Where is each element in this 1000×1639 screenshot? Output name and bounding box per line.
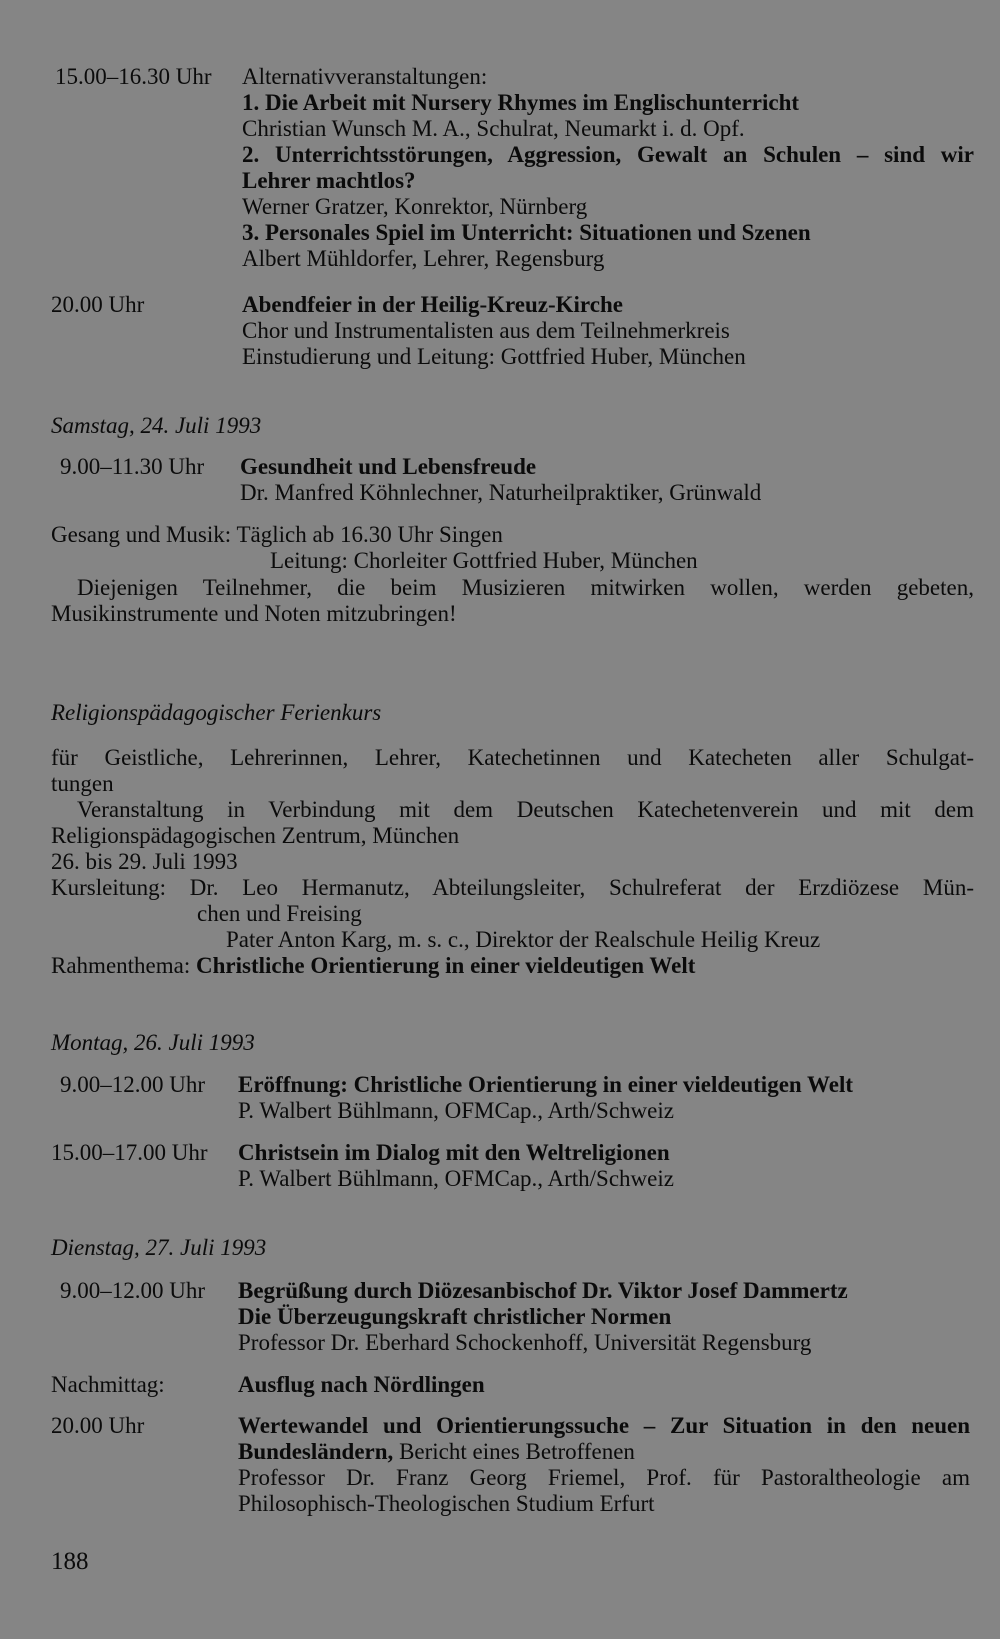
page-number: 188 [51,1548,89,1575]
time-slot: 9.00–12.00 Uhr [60,1072,206,1097]
event-speaker: Christian Wunsch M. A., Schulrat, Neumarkt i. d. Opf. [242,116,745,141]
day-heading: Samstag, 24. Juli 1993 [51,413,262,438]
day-heading: Montag, 26. Juli 1993 [51,1030,255,1055]
event-title: Gesundheit und Lebensfreude [240,454,537,479]
course-cooperation: Religionspädagogischen Zentrum, München [51,823,460,848]
time-slot: 15.00–17.00 Uhr [51,1140,208,1165]
event-title: Eröffnung: Christliche Orientierung in einer vieldeutigen Welt [238,1072,854,1097]
event-title-rest: Bericht eines Betroffenen [393,1439,635,1464]
course-leadership: Pater Anton Karg, m. s. c., Direktor der Realschule Heilig Kreuz [226,927,821,952]
time-slot: Nachmittag: [51,1372,165,1397]
time-slot: 20.00 Uhr [51,1413,145,1438]
course-audience: tungen [51,771,114,796]
event-title: 1. Die Arbeit mit Nursery Rhymes im Englischunterricht [242,90,800,115]
event-title: Begrüßung durch Diözesanbischof Dr. Viktor Josef Dammertz [238,1278,848,1303]
event-speaker: Professor Dr. Eberhard Schockenhoff, Universität Regensburg [238,1330,812,1355]
course-cooperation: Veranstaltung in Verbindung mit dem Deutschen Katechetenverein und mit dem [77,797,974,822]
course-audience: für Geistliche, Lehrerinnen, Lehrer, Katechetinnen und Katecheten aller Schulgat- [51,745,974,770]
event-detail: Einstudierung und Leitung: Gottfried Huber, München [242,344,746,369]
event-speaker: Philosophisch-Theologischen Studium Erfurt [238,1491,655,1516]
event-detail: Chor und Instrumentalisten aus dem Teilnehmerkreis [242,318,730,343]
course-theme-label: Rahmenthema: [51,953,191,978]
event-speaker: Dr. Manfred Köhnlechner, Naturheilpraktiker, Grünwald [240,480,762,505]
time-slot: 20.00 Uhr [51,292,145,317]
section-heading: Religionspädagogischer Ferienkurs [51,700,382,725]
course-dates: 26. bis 29. Juli 1993 [51,849,238,874]
event-speaker: P. Walbert Bühlmann, OFMCap., Arth/Schweiz [238,1098,674,1123]
course-leadership: chen und Freising [197,901,362,926]
event-title: Die Überzeugungskraft christlicher Normen [238,1304,672,1329]
event-title-bold: Bundesländern, [238,1439,394,1464]
music-info: Gesang und Musik: Täglich ab 16.30 Uhr Singen [51,522,503,547]
event-speaker: Albert Mühldorfer, Lehrer, Regensburg [242,246,605,271]
event-title: Abendfeier in der Heilig-Kreuz-Kirche [242,292,623,317]
event-speaker: P. Walbert Bühlmann, OFMCap., Arth/Schweiz [238,1166,674,1191]
course-theme-title: Christliche Orientierung in einer vieldeutigen Welt [196,953,696,978]
event-title: 3. Personales Spiel im Unterricht: Situationen und Szenen [242,220,811,245]
time-slot: 9.00–11.30 Uhr [60,454,205,479]
music-info: Leitung: Chorleiter Gottfried Huber, München [270,548,698,573]
day-heading: Dienstag, 27. Juli 1993 [51,1235,267,1260]
time-slot: 9.00–12.00 Uhr [60,1278,206,1303]
alternatives-label: Alternativveranstaltungen: [242,64,488,89]
event-title: Lehrer machtlos? [242,168,416,193]
music-info: Diejenigen Teilnehmer, die beim Musizieren mitwirken wollen, werden gebeten, [77,575,974,600]
course-leadership: Kursleitung: Dr. Leo Hermanutz, Abteilungsleiter, Schulreferat der Erzdiözese Mün- [51,875,974,900]
course-theme [51,953,695,979]
event-title [238,1439,635,1465]
event-title: 2. Unterrichtsstörungen, Aggression, Gewalt an Schulen – sind wir [242,142,974,167]
event-title: Ausflug nach Nördlingen [238,1372,485,1397]
event-speaker: Werner Gratzer, Konrektor, Nürnberg [242,194,588,219]
event-speaker: Professor Dr. Franz Georg Friemel, Prof. für Pastoraltheologie am [238,1465,970,1490]
time-slot: 15.00–16.30 Uhr [55,64,212,89]
music-info: Musikinstrumente und Noten mitzubringen! [51,601,457,626]
event-title: Christsein im Dialog mit den Weltreligionen [238,1140,670,1165]
event-title: Wertewandel und Orientierungssuche – Zur Situation in den neuen [238,1413,970,1438]
